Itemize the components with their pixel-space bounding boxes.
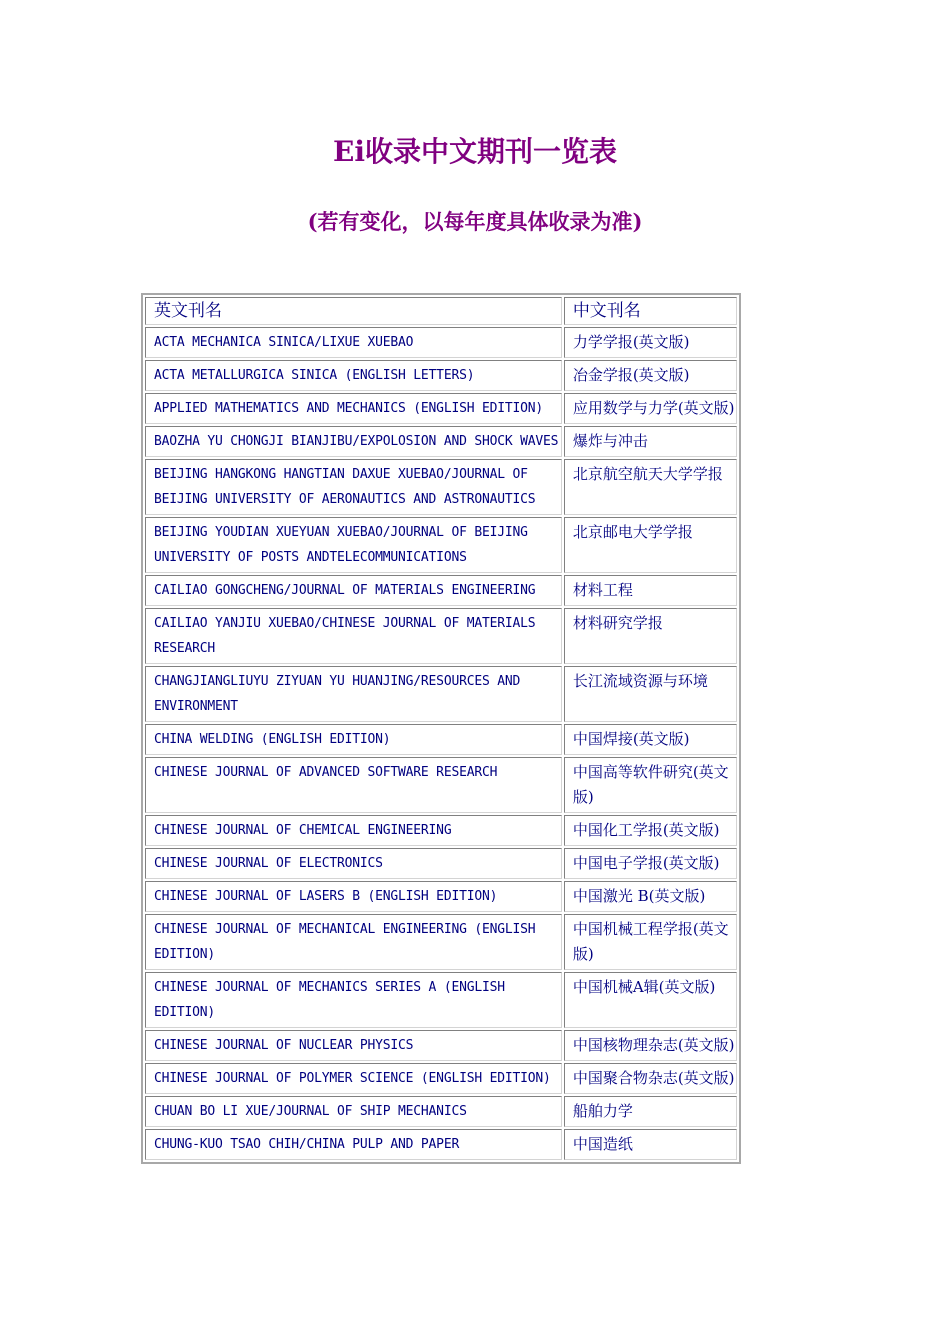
journal-table (141, 293, 741, 1164)
english-journal-name: APPLIED MATHEMATICS AND MECHANICS (ENGLISH EDITION) (145, 393, 562, 424)
english-journal-name: CHUAN BO LI XUE/JOURNAL OF SHIP MECHANICS (145, 1096, 562, 1127)
table-row (145, 327, 737, 358)
chinese-journal-name: 中国激光 B(英文版) (564, 881, 737, 912)
table-row (145, 459, 737, 515)
table-row (145, 848, 737, 879)
table-row (145, 815, 737, 846)
chinese-journal-name: 长江流域资源与环境 (564, 666, 737, 722)
chinese-journal-name: 船舶力学 (564, 1096, 737, 1127)
chinese-journal-name: 中国机械A辑(英文版) (564, 972, 737, 1028)
table-row (145, 360, 737, 391)
table-body (145, 327, 737, 1160)
english-journal-name: CHINESE JOURNAL OF POLYMER SCIENCE (ENGLISH EDITION) (145, 1063, 562, 1094)
english-journal-name: CHUNG-KUO TSAO CHIH/CHINA PULP AND PAPER (145, 1129, 562, 1160)
chinese-journal-name: 中国焊接(英文版) (564, 724, 737, 755)
english-journal-name: BAOZHA YU CHONGJI BIANJIBU/EXPOLOSION AND SHOCK WAVES (145, 426, 562, 457)
table-row (145, 575, 737, 606)
english-journal-name: CHINESE JOURNAL OF MECHANICAL ENGINEERING (ENGLISH EDITION) (145, 914, 562, 970)
english-journal-name: ACTA METALLURGICA SINICA (ENGLISH LETTERS) (145, 360, 562, 391)
page-title: Ei收录中文期刊一览表 (333, 135, 617, 168)
table-header-row (145, 297, 737, 325)
table-row (145, 1063, 737, 1094)
table-row (145, 881, 737, 912)
english-journal-name: BEIJING HANGKONG HANGTIAN DAXUE XUEBAO/JOURNAL OF BEIJING UNIVERSITY OF AERONAUTICS AND ASTRONAUTICS (145, 459, 562, 515)
english-journal-name: CHINESE JOURNAL OF NUCLEAR PHYSICS (145, 1030, 562, 1061)
english-journal-name: CHINA WELDING (ENGLISH EDITION) (145, 724, 562, 755)
table-row (145, 1129, 737, 1160)
table-row (145, 1096, 737, 1127)
chinese-journal-name: 中国核物理杂志(英文版) (564, 1030, 737, 1061)
chinese-journal-name: 中国聚合物杂志(英文版) (564, 1063, 737, 1094)
chinese-journal-name: 材料研究学报 (564, 608, 737, 664)
english-journal-name: CHINESE JOURNAL OF ADVANCED SOFTWARE RESEARCH (145, 757, 562, 813)
table-row (145, 914, 737, 970)
table-row (145, 724, 737, 755)
english-journal-name: ACTA MECHANICA SINICA/LIXUE XUEBAO (145, 327, 562, 358)
chinese-journal-name: 冶金学报(英文版) (564, 360, 737, 391)
chinese-journal-name: 中国化工学报(英文版) (564, 815, 737, 846)
chinese-journal-name: 中国高等软件研究(英文版) (564, 757, 737, 813)
chinese-journal-name: 应用数学与力学(英文版) (564, 393, 737, 424)
english-journal-name: CHINESE JOURNAL OF CHEMICAL ENGINEERING (145, 815, 562, 846)
chinese-journal-name: 北京邮电大学学报 (564, 517, 737, 573)
english-journal-name: CAILIAO GONGCHENG/JOURNAL OF MATERIALS ENGINEERING (145, 575, 562, 606)
chinese-journal-name: 材料工程 (564, 575, 737, 606)
table-row (145, 972, 737, 1028)
chinese-journal-name: 中国机械工程学报(英文版) (564, 914, 737, 970)
chinese-journal-name: 中国电子学报(英文版) (564, 848, 737, 879)
table-row (145, 608, 737, 664)
table-row (145, 426, 737, 457)
page-subtitle: (若有变化，以每年度具体收录为准) (307, 209, 643, 234)
table-row (145, 1030, 737, 1061)
english-journal-name: CHINESE JOURNAL OF ELECTRONICS (145, 848, 562, 879)
english-journal-name: CHINESE JOURNAL OF MECHANICS SERIES A (ENGLISH EDITION) (145, 972, 562, 1028)
journal-table-container (141, 293, 741, 1164)
table-row (145, 757, 737, 813)
english-journal-name: CHANGJIANGLIUYU ZIYUAN YU HUANJING/RESOURCES AND ENVIRONMENT (145, 666, 562, 722)
table-row (145, 517, 737, 573)
english-journal-name: CHINESE JOURNAL OF LASERS B (ENGLISH EDITION) (145, 881, 562, 912)
chinese-journal-name: 爆炸与冲击 (564, 426, 737, 457)
header-chinese-name: 中文刊名 (564, 297, 737, 325)
header-english-name: 英文刊名 (145, 297, 562, 325)
english-journal-name: CAILIAO YANJIU XUEBAO/CHINESE JOURNAL OF MATERIALS RESEARCH (145, 608, 562, 664)
chinese-journal-name: 中国造纸 (564, 1129, 737, 1160)
chinese-journal-name: 力学学报(英文版) (564, 327, 737, 358)
english-journal-name: BEIJING YOUDIAN XUEYUAN XUEBAO/JOURNAL OF BEIJING UNIVERSITY OF POSTS ANDTELECOMMUNICATIONS (145, 517, 562, 573)
table-row (145, 393, 737, 424)
chinese-journal-name: 北京航空航天大学学报 (564, 459, 737, 515)
table-row (145, 666, 737, 722)
